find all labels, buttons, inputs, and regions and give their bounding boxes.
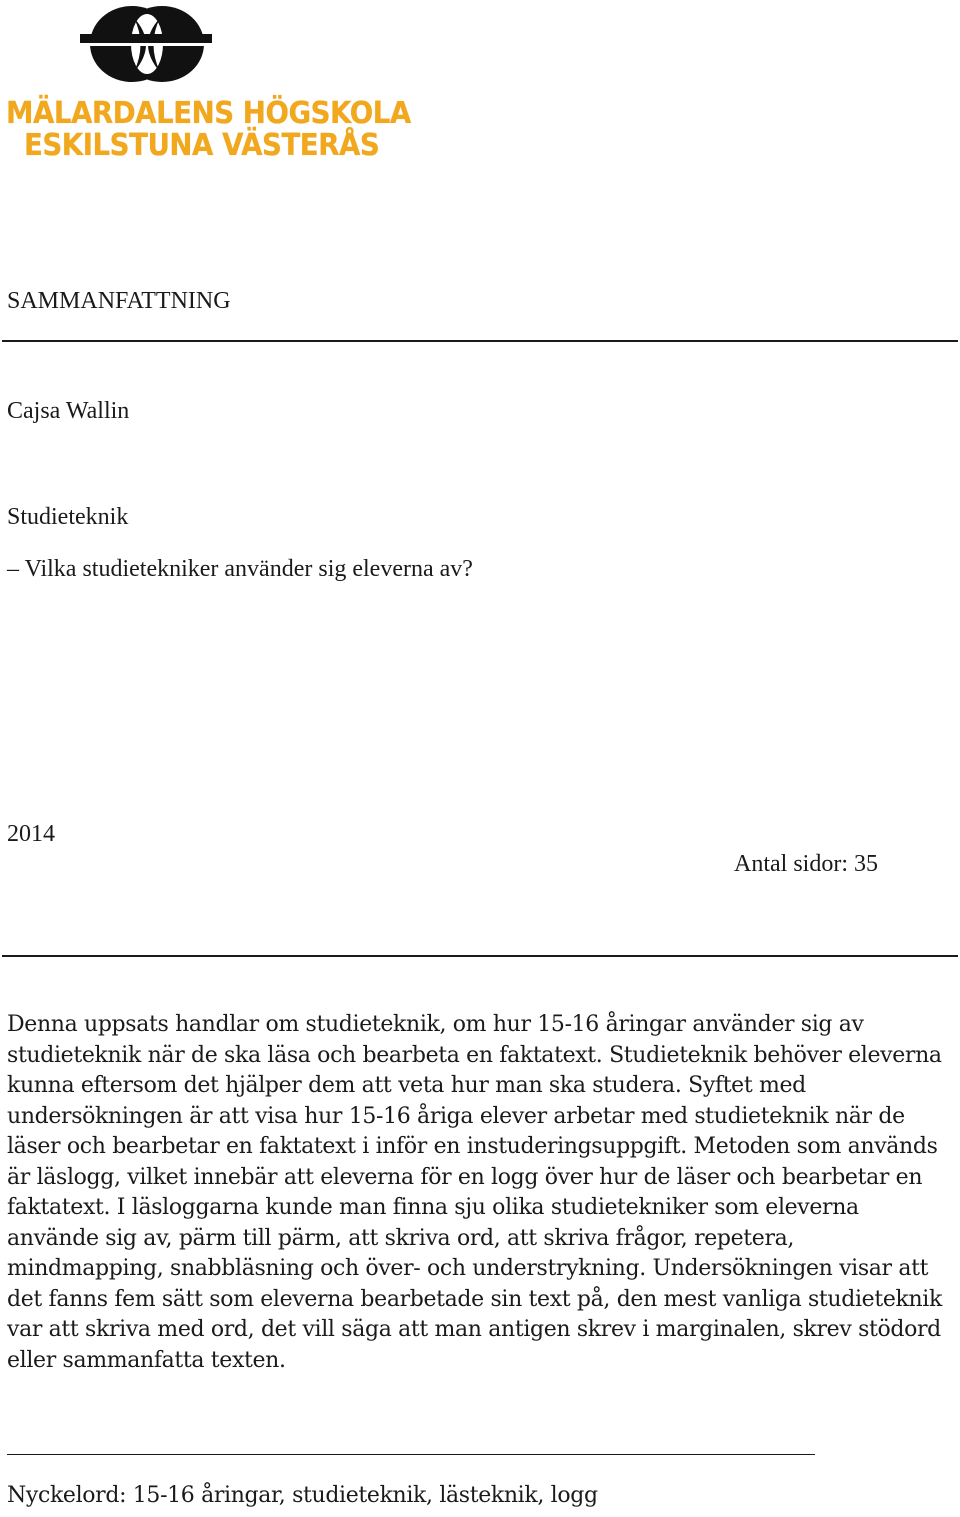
author-name: Cajsa Wallin <box>7 398 130 424</box>
university-logo <box>0 0 411 170</box>
university-emblem-icon <box>70 2 222 88</box>
keywords-separator-rule <box>7 1454 815 1455</box>
horizontal-rule <box>2 955 958 957</box>
logo-text-line-1: MÄLARDALENS HÖGSKOLA <box>6 96 411 131</box>
logo-text-line-2: ESKILSTUNA VÄSTERÅS <box>24 128 380 163</box>
keywords-line: Nyckelord: 15-16 åringar, studieteknik, lästeknik, logg <box>7 1483 598 1508</box>
publication-year: 2014 <box>7 821 55 847</box>
page-count: Antal sidor: 35 <box>734 851 878 877</box>
horizontal-rule <box>2 340 958 342</box>
thesis-subtitle: – Vilka studietekniker använder sig eleverna av? <box>7 556 473 582</box>
abstract-paragraph: Denna uppsats handlar om studieteknik, om hur 15-16 åringar använder sig av studieteknik när de ska läsa och bearbeta en faktatext. Studieteknik behöver eleverna kunna eftersom det hjälper dem att veta hur man ska studera. Syftet med undersökningen är att visa hur 15-16 åriga elever arbetar med studieteknik när de läser och bearbetar en faktatext i inför en instuderingsuppgift. Metoden som används är läslogg, vilket innebär att eleverna för en logg över hur de läser och bearbetar en faktatext. I läsloggarna kunde man finna sju olika studietekniker som eleverna använde sig av, pärm till pärm, att skriva ord, att skriva frågor, repetera, mindmapping, snabbläsning och över- och understrykning. Undersökningen visar att det fanns fem sätt som eleverna bearbetade sin text på, den mest vanliga studieteknik var att skriva med ord, det vill säga att man antigen skrev i marginalen, skrev stödord eller sammanfatta texten. <box>7 1012 942 1373</box>
thesis-title: Studieteknik <box>7 504 129 530</box>
document-type-heading: SAMMANFATTNING <box>7 288 231 314</box>
